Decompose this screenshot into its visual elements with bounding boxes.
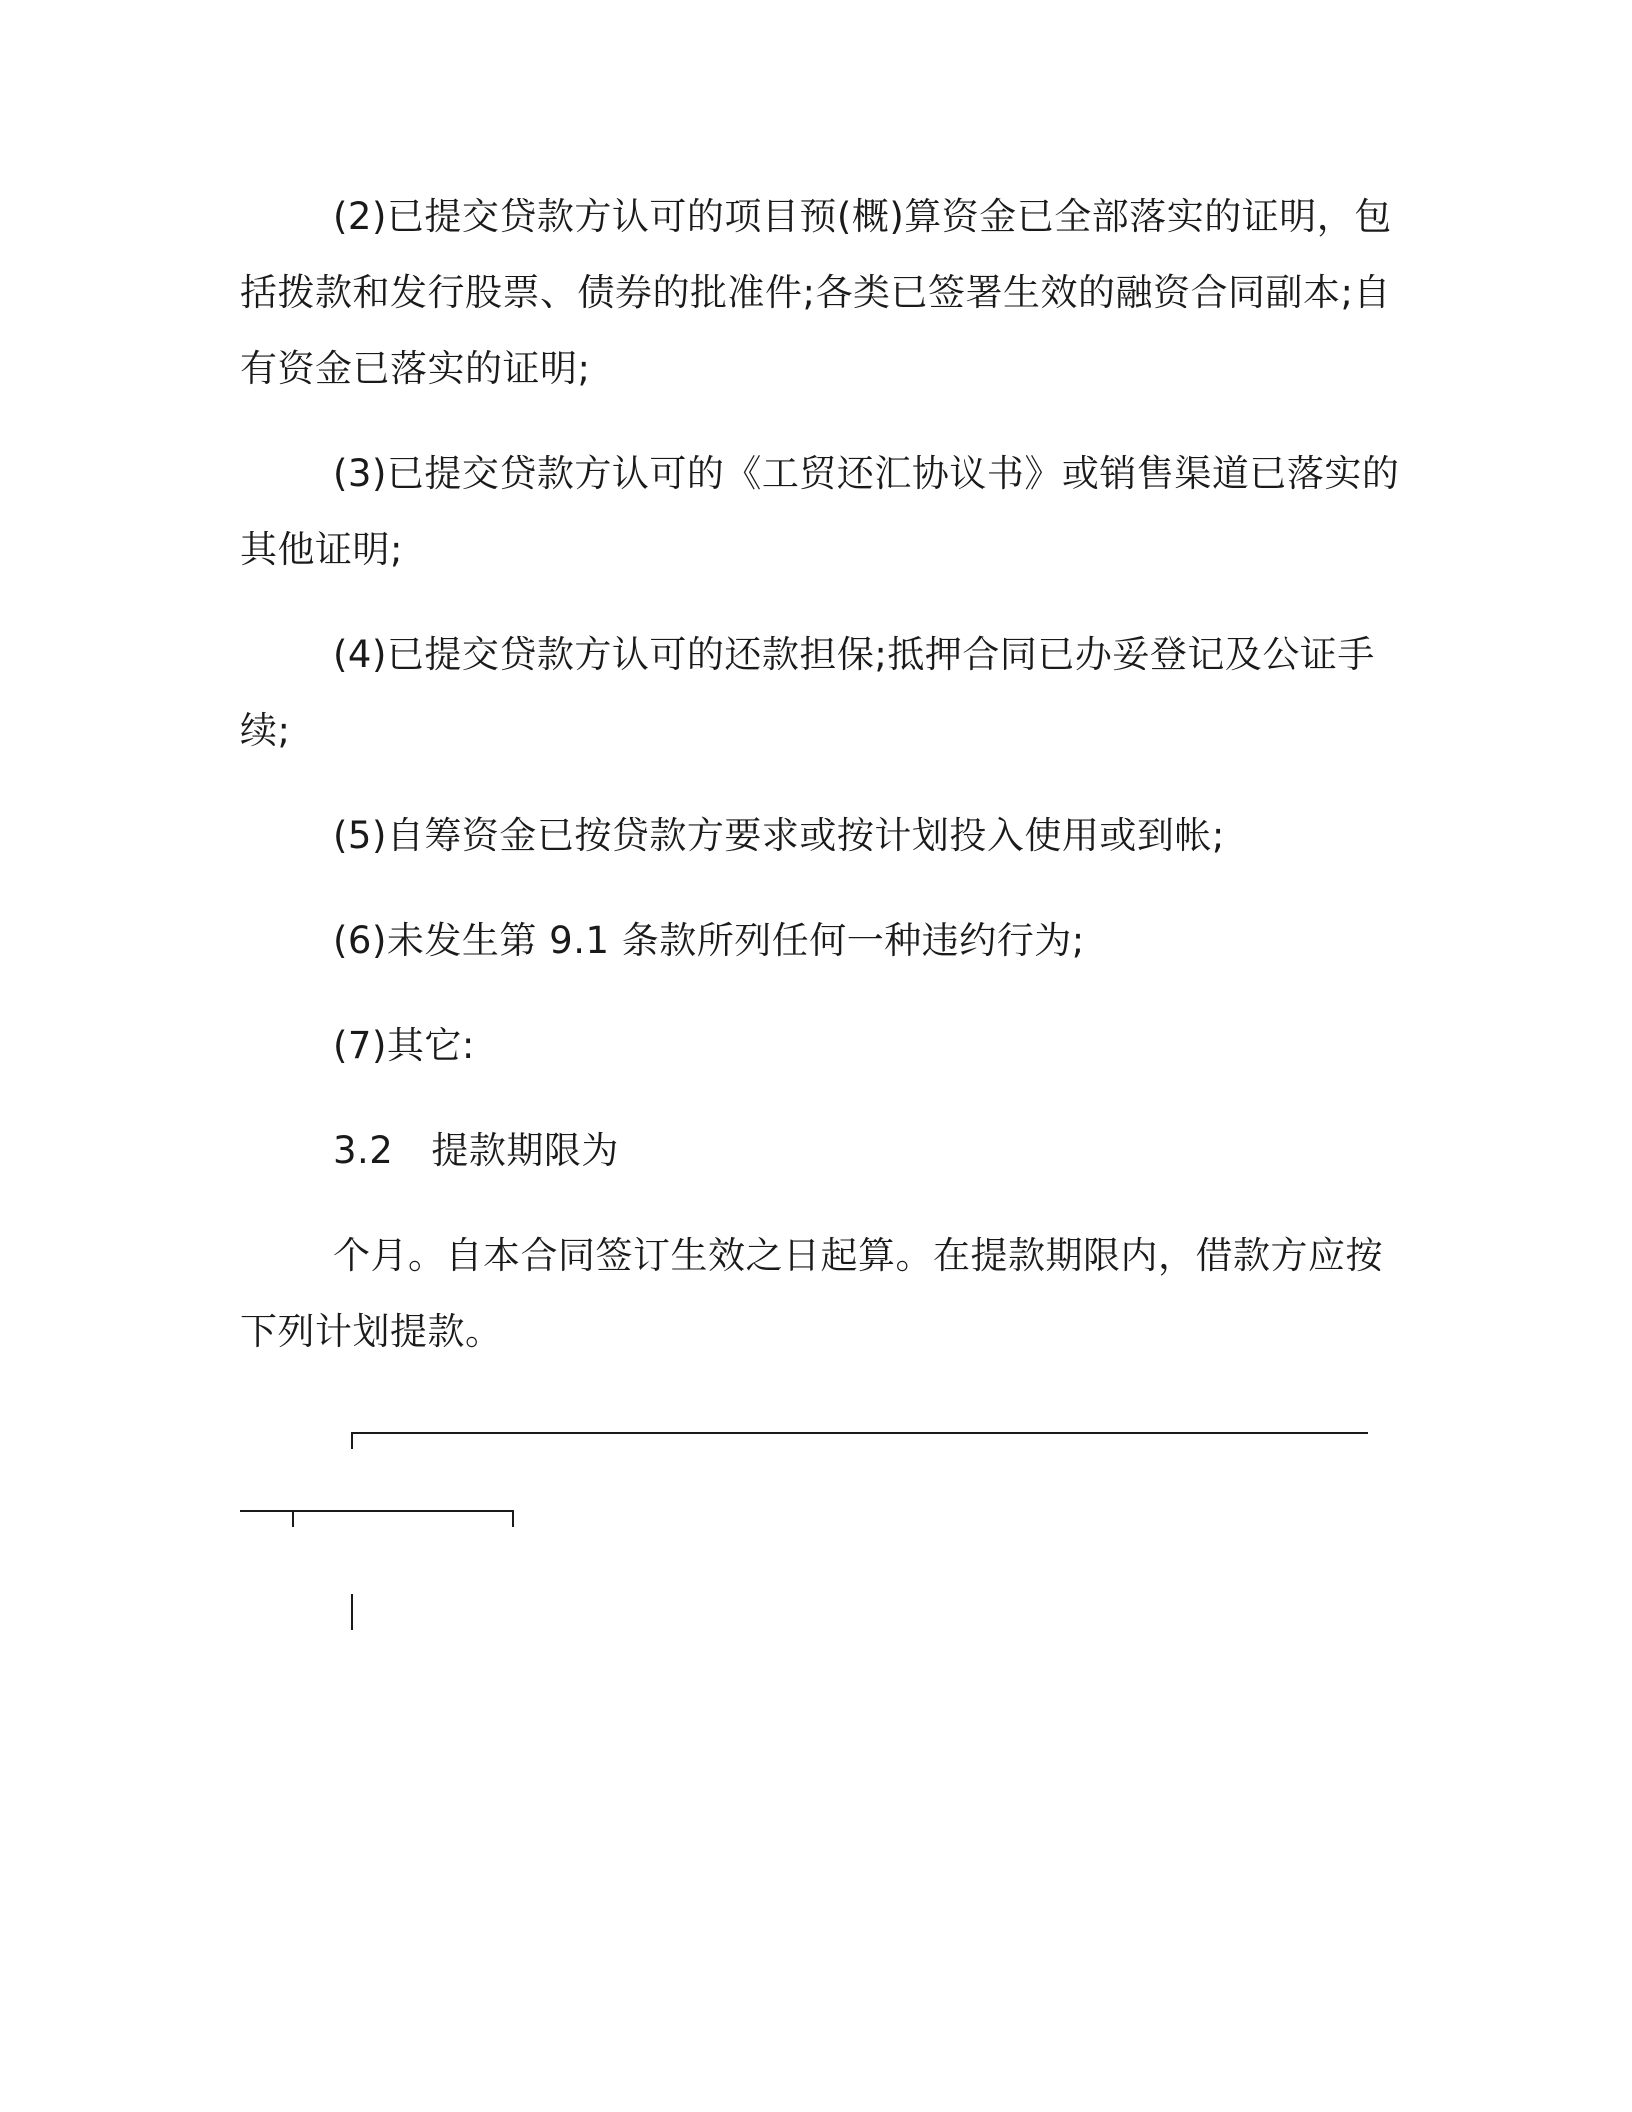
paragraph-3-line-2: 其他证明; <box>240 528 403 571</box>
paragraph-3-line-1: (3)已提交贷款方认可的《工贸还汇协议书》或销售渠道已落实的 <box>333 452 1400 495</box>
table-top-left-tick <box>351 1432 353 1449</box>
paragraph-7-line-1: (7)其它: <box>333 1024 475 1067</box>
paragraph-4-line-1: (4)已提交贷款方认可的还款担保;抵押合同已办妥登记及公证手 <box>333 633 1375 676</box>
paragraph-2-line-2: 括拨款和发行股票、债券的批准件;各类已签署生效的融资合同副本;自 <box>240 271 1391 314</box>
table-mid-border <box>240 1510 514 1512</box>
clause-3-2 <box>333 1127 619 1175</box>
paragraph-2-line-1: (2)已提交贷款方认可的项目预(概)算资金已全部落实的证明，包 <box>333 195 1392 238</box>
paragraph-months-line-2: 下列计划提款。 <box>240 1310 503 1353</box>
table-mid-tick-left <box>292 1510 294 1527</box>
table-top-border <box>351 1432 1368 1434</box>
paragraph-months-line-1: 个月。自本合同签订生效之日起算。在提款期限内，借款方应按 <box>333 1234 1383 1277</box>
table-mid-tick-right <box>512 1510 514 1527</box>
clause-text: 提款期限为 <box>431 1129 619 1172</box>
clause-number: 3.2 <box>333 1129 394 1172</box>
paragraph-5-line-1: (5)自筹资金已按贷款方要求或按计划投入使用或到帐; <box>333 814 1225 857</box>
paragraph-6-line-1: (6)未发生第 9.1 条款所列任何一种违约行为; <box>333 919 1085 962</box>
paragraph-4-line-2: 续; <box>240 709 291 752</box>
table-lower-vertical <box>351 1594 353 1630</box>
paragraph-2-line-3: 有资金已落实的证明; <box>240 347 591 390</box>
